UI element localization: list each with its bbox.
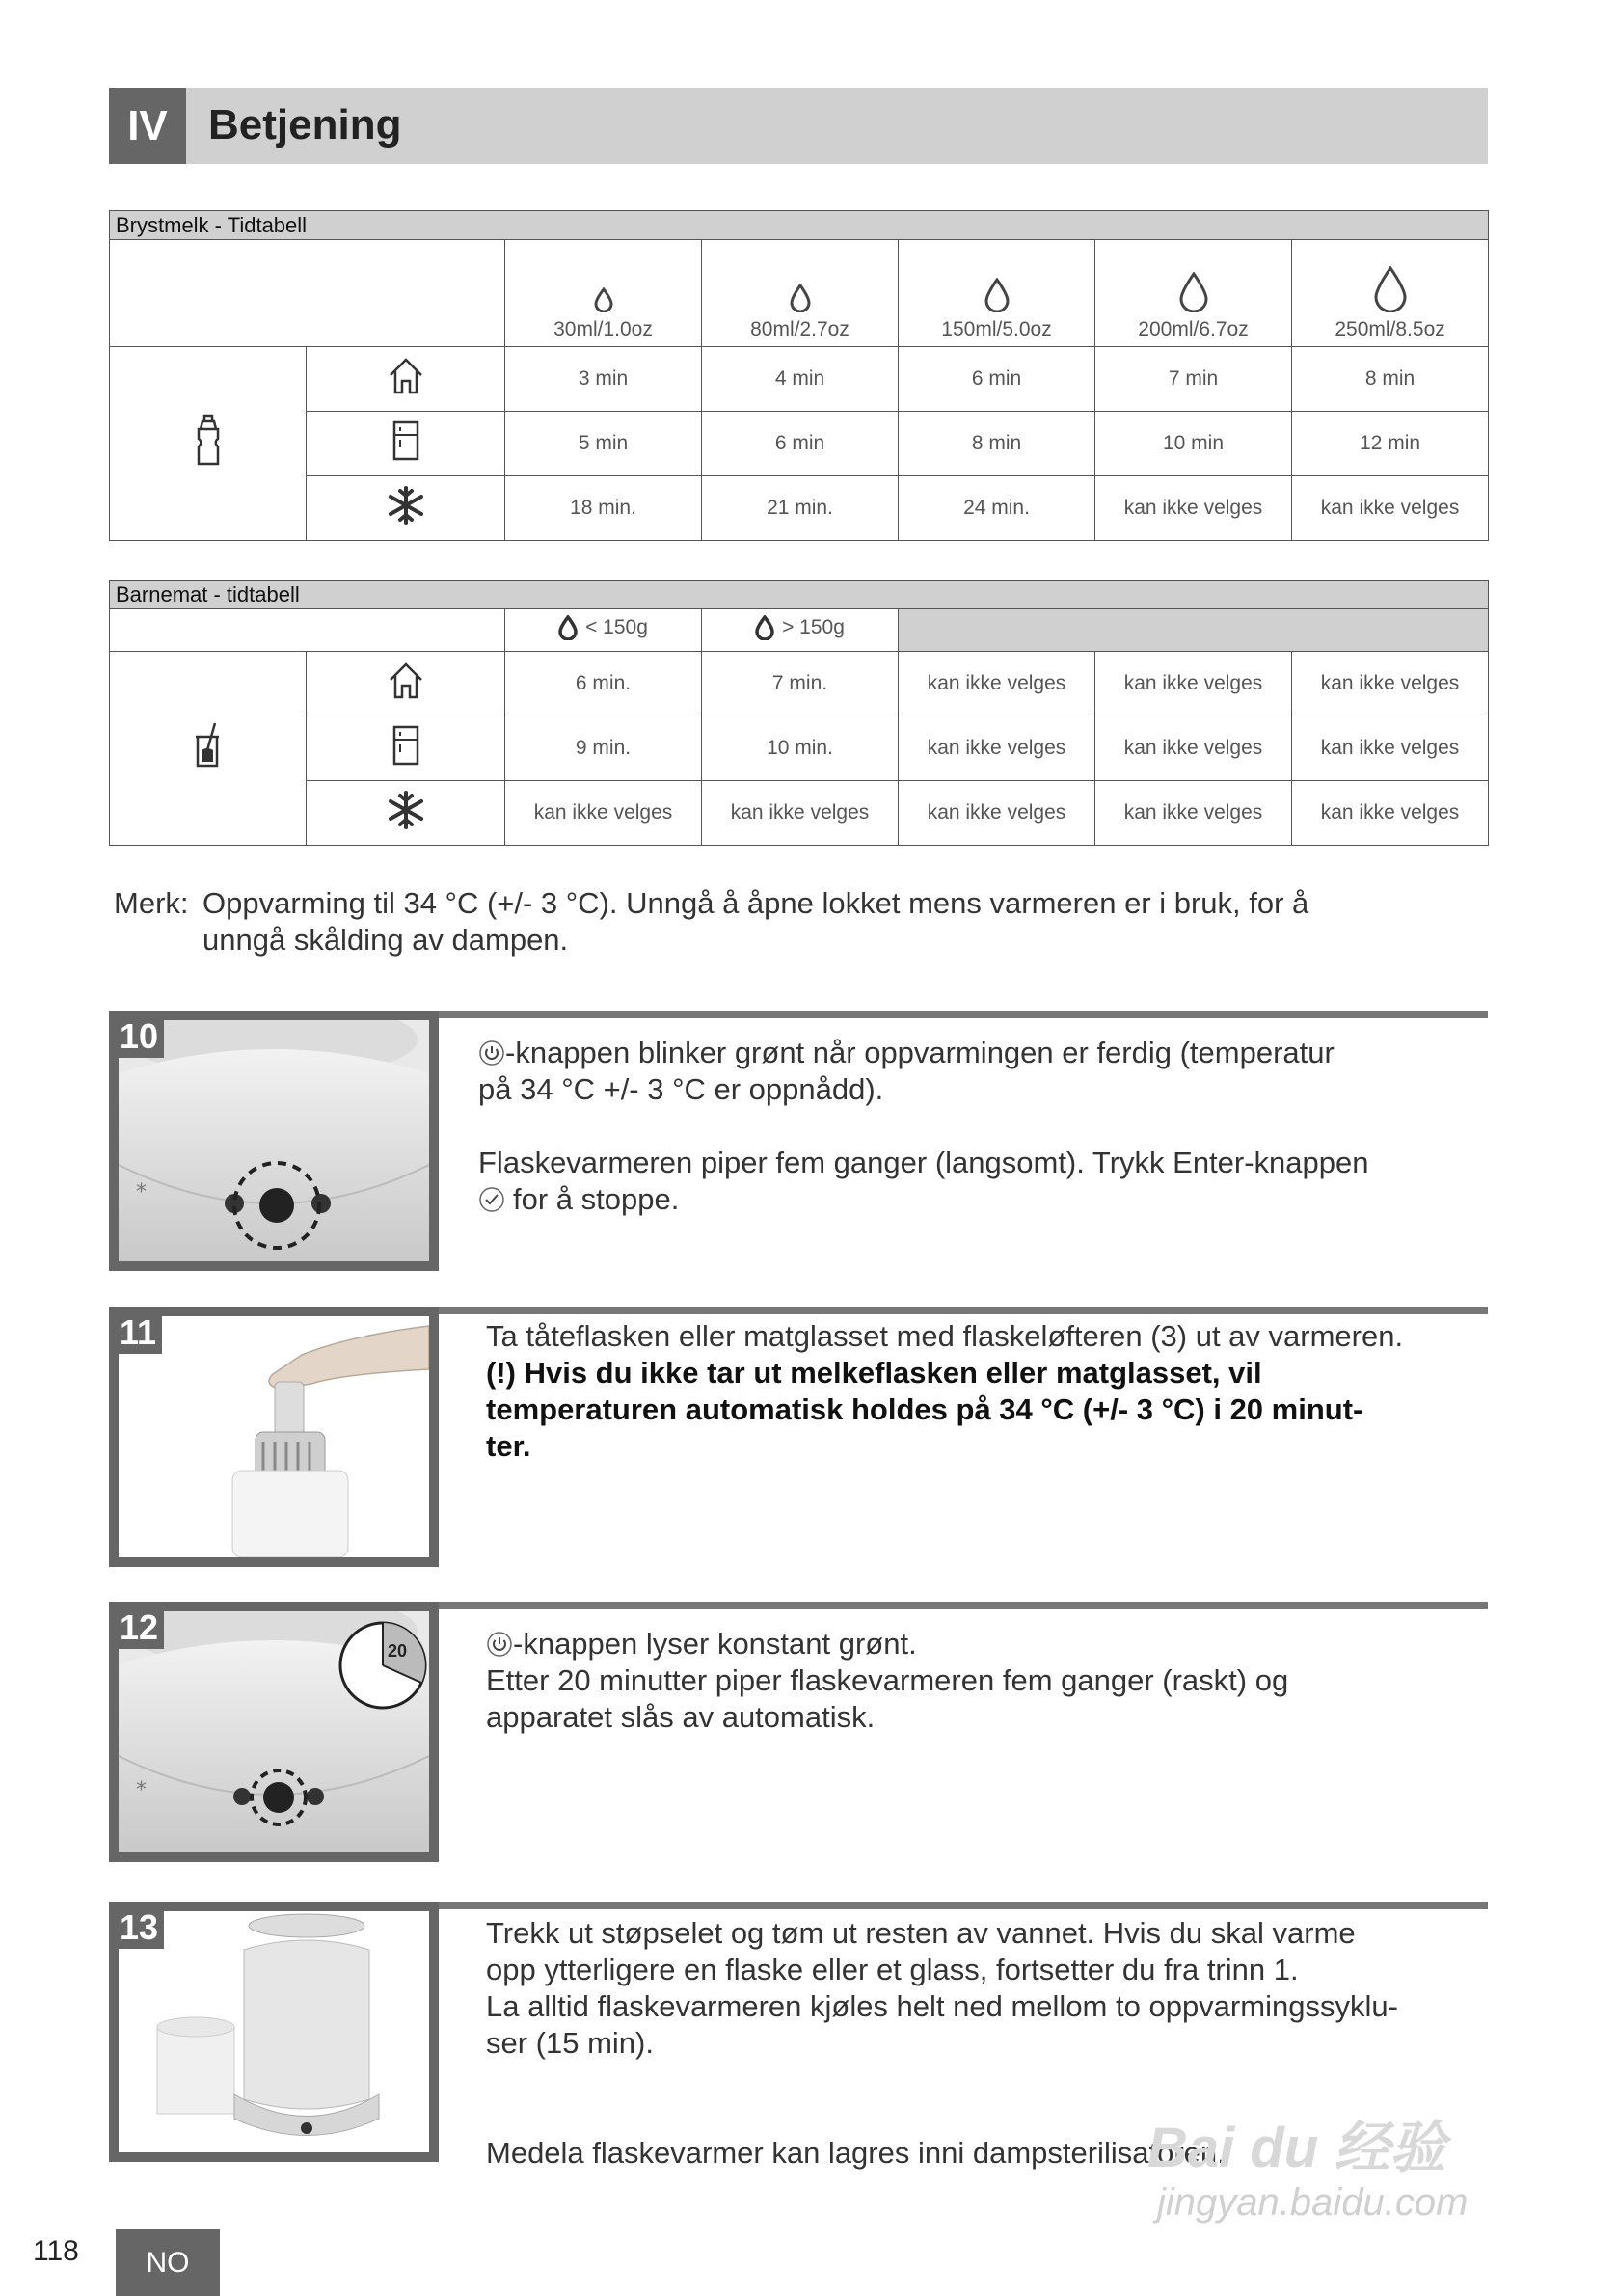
babyfood-table-caption: Barnemat - tidtabell <box>110 581 1489 609</box>
step-divider <box>436 1307 1488 1314</box>
time-cell: 10 min <box>1095 412 1292 476</box>
step-12-text <box>486 1626 1485 1736</box>
step-divider <box>436 1902 1488 1909</box>
time-cell: kan ikke velges <box>1095 476 1292 541</box>
time-cell: kan ikke velges <box>1095 781 1292 846</box>
volume-label: 30ml/1.0oz <box>553 318 653 340</box>
step-10-text <box>478 1035 1481 1218</box>
step-13-line-3: La alltid flaskevarmeren kjøles helt ned mellom to oppvarmingssyklu- <box>486 1989 1398 2023</box>
drop-icon <box>558 615 578 640</box>
babyfood-table <box>109 580 1489 846</box>
svg-text:*: * <box>136 1180 147 1204</box>
volume-header <box>505 240 702 347</box>
timer-20-min-icon <box>337 1620 428 1711</box>
time-cell: 6 min <box>899 347 1095 412</box>
time-cell: kan ikke velges <box>702 781 899 846</box>
time-cell: 7 min. <box>702 652 899 716</box>
step-10-line-3: Flaskevarmeren piper fem ganger (langsomt). Trykk Enter-knappen <box>478 1146 1369 1179</box>
frozen-icon-cell <box>307 476 505 541</box>
time-cell: 21 min. <box>702 476 899 541</box>
enter-check-icon <box>478 1186 505 1213</box>
time-cell: kan ikke velges <box>1292 716 1489 781</box>
time-cell: 5 min <box>505 412 702 476</box>
volume-header <box>1095 240 1292 347</box>
time-cell: 24 min. <box>899 476 1095 541</box>
bottle-warmer-product-illustration <box>119 1911 429 2152</box>
time-cell: kan ikke velges <box>1292 476 1489 541</box>
food-jar-icon <box>192 721 225 770</box>
time-cell: kan ikke velges <box>899 781 1095 846</box>
volume-label: 150ml/5.0oz <box>941 318 1052 340</box>
step-12-line-1: -knappen lyser konstant grønt. <box>513 1627 917 1661</box>
step-13-line-4: ser (15 min). <box>486 2026 654 2060</box>
step-11-line-1: Ta tåteflasken eller matglasset med flaskeløfteren (3) ut av varmeren. <box>486 1319 1404 1353</box>
time-cell: kan ikke velges <box>899 716 1095 781</box>
time-cell: 3 min <box>505 347 702 412</box>
time-cell: 8 min <box>1292 347 1489 412</box>
step-11-text <box>486 1318 1485 1465</box>
fridge-icon <box>391 725 420 766</box>
breastmilk-table-caption: Brystmelk - Tidtabell <box>110 211 1489 240</box>
time-cell: 10 min. <box>702 716 899 781</box>
volume-header <box>899 240 1095 347</box>
note-label: Merk: <box>114 886 189 920</box>
time-cell: 8 min <box>899 412 1095 476</box>
timer-label: 20 <box>388 1641 408 1661</box>
time-cell: 7 min <box>1095 347 1292 412</box>
power-icon <box>478 1040 505 1067</box>
room-temperature-icon-cell <box>307 347 505 412</box>
weight-header <box>505 609 702 652</box>
jar-icon-cell <box>110 652 307 846</box>
language-tab: NO <box>116 2229 220 2296</box>
frozen-icon-cell <box>307 781 505 846</box>
step-11-warning-2: temperaturen automatisk holdes på 34 °C (+/- 3 °C) i 20 minut- <box>486 1392 1363 1426</box>
drop-icon <box>1373 266 1408 312</box>
volume-label: 80ml/2.7oz <box>750 318 849 340</box>
drop-icon <box>755 615 774 640</box>
fridge-icon-cell <box>307 716 505 781</box>
bottle-icon <box>194 414 223 468</box>
power-icon <box>486 1631 513 1658</box>
watermark-url: jingyan.baidu.com <box>1157 2181 1469 2224</box>
step-13-line-5: Medela flaskevarmer kan lagres inni dampsterilisatoren. <box>486 2136 1226 2170</box>
bottle-warmer-controls-illustration <box>119 1020 429 1261</box>
room-temperature-icon <box>388 661 424 701</box>
step-number: 11 <box>114 1311 162 1354</box>
time-cell: 6 min. <box>505 652 702 716</box>
time-cell: kan ikke velges <box>1095 652 1292 716</box>
fridge-icon <box>391 420 420 461</box>
svg-text:*: * <box>136 1778 147 1802</box>
volume-label: 200ml/6.7oz <box>1138 318 1249 340</box>
fridge-icon-cell <box>307 412 505 476</box>
step-divider <box>436 1011 1488 1018</box>
step-13-line-2: opp ytterligere en flaske eller et glass, fortsetter du fra trinn 1. <box>486 1953 1299 1986</box>
drop-icon <box>789 284 812 312</box>
time-cell: 9 min. <box>505 716 702 781</box>
step-12-line-2: Etter 20 minutter piper flaskevarmeren fem ganger (raskt) og <box>486 1663 1289 1697</box>
step-number: 10 <box>114 1015 164 1058</box>
weight-label: > 150g <box>782 615 845 638</box>
step-13-line-1: Trekk ut støpselet og tøm ut resten av vannet. Hvis du skal varme <box>486 1916 1356 1950</box>
room-temperature-icon <box>388 356 424 396</box>
step-number: 12 <box>114 1607 164 1649</box>
weight-label: < 150g <box>585 615 648 638</box>
drop-icon <box>1178 272 1209 312</box>
note-line-2: unngå skålding av dampen. <box>202 923 569 957</box>
bottle-lift-illustration <box>119 1316 429 1557</box>
frozen-icon <box>386 790 426 830</box>
drop-icon <box>594 287 613 312</box>
step-10-line-1: -knappen blinker grønt når oppvarmingen er ferdig (temperatur <box>505 1036 1335 1069</box>
page-title: Betjening <box>208 101 402 149</box>
bottle-icon-cell <box>110 347 307 541</box>
drop-icon <box>984 278 1011 312</box>
page-number: 118 <box>33 2235 79 2267</box>
time-cell: 12 min <box>1292 412 1489 476</box>
watermark: Bai du 经验 <box>1147 2117 1446 2179</box>
section-number: IV <box>109 88 186 164</box>
step-divider <box>436 1602 1488 1609</box>
time-cell: kan ikke velges <box>1292 652 1489 716</box>
empty-corner-cell <box>110 240 505 347</box>
time-cell: kan ikke velges <box>1292 781 1489 846</box>
volume-header <box>1292 240 1489 347</box>
room-temperature-icon-cell <box>307 652 505 716</box>
empty-corner-cell <box>110 609 505 652</box>
weight-header <box>702 609 899 652</box>
grey-filler-cell <box>899 609 1489 652</box>
time-cell: kan ikke velges <box>899 652 1095 716</box>
step-10-line-4: for å stoppe. <box>513 1182 680 1216</box>
step-11-warning-3: ter. <box>486 1429 531 1463</box>
step-10-line-2: på 34 °C +/- 3 °C er oppnådd). <box>478 1072 884 1106</box>
time-cell: kan ikke velges <box>1095 716 1292 781</box>
time-cell: 4 min <box>702 347 899 412</box>
time-cell: kan ikke velges <box>505 781 702 846</box>
volume-label: 250ml/8.5oz <box>1335 318 1445 340</box>
volume-header <box>702 240 899 347</box>
note <box>114 885 1483 959</box>
breastmilk-table <box>109 210 1489 541</box>
frozen-icon <box>386 485 426 526</box>
step-12-line-3: apparatet slås av automatisk. <box>486 1700 876 1734</box>
time-cell: 18 min. <box>505 476 702 541</box>
note-line-1: Oppvarming til 34 °C (+/- 3 °C). Unngå å åpne lokket mens varmeren er i bruk, for å <box>202 886 1309 920</box>
step-number: 13 <box>114 1906 164 1949</box>
step-11-warning-1: (!) Hvis du ikke tar ut melkeflasken eller matglasset, vil <box>486 1356 1262 1390</box>
time-cell: 6 min <box>702 412 899 476</box>
